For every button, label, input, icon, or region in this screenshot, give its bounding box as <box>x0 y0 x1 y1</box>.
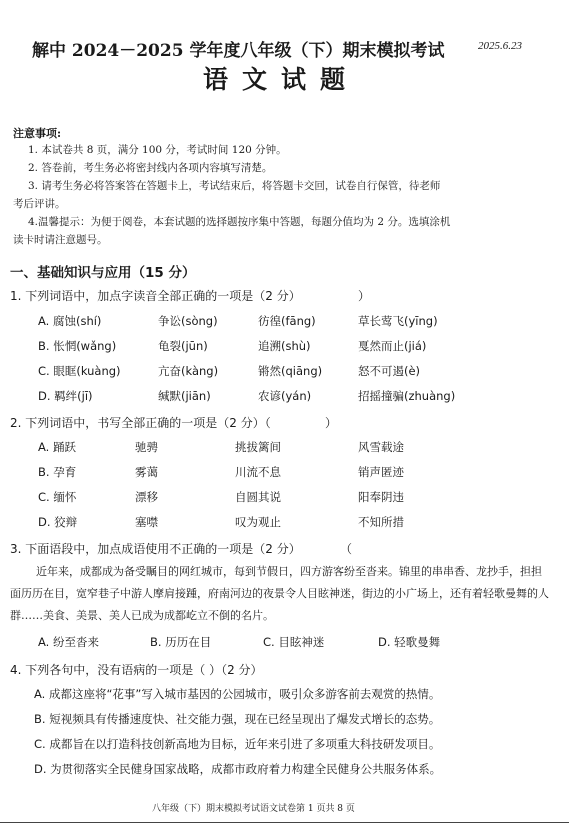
notice-item: 考后评讲。 <box>13 198 66 210</box>
q1-option-b-word2: 龟裂(jūn) <box>158 339 208 353</box>
q2-option-b-label: B. 孕育 <box>38 465 77 479</box>
q1-option-c-word4: 怒不可遏(è) <box>358 364 421 378</box>
q1-option-a-word2: 争讼(sòng) <box>158 314 218 328</box>
q3-option-a: A. 纷至沓来 <box>38 635 99 649</box>
q2-option-c-word3: 自圆其说 <box>235 490 281 504</box>
notice-item: 3. 请考生务必将答案答在答题卡上，考试结束后，将答题卡交回，试卷自行保管，待老师 <box>28 180 441 192</box>
question-3-passage: 近年来，成都成为备受瞩目的网红城市，每到节假日，四方游客纷至沓来。锦里的串串香、龙抄手，担担面历历在目，宽窄巷子中游人摩肩接踵，府南河边的夜景令人目眩神迷，街边的小广场上，还有着轻歌曼舞的人群……美食、美景、美人已成为成都屹立不倒的名片。 <box>10 565 549 622</box>
question-2-answer-paren: ） <box>325 416 338 430</box>
q2-option-c-label: C. 缅怀 <box>38 490 77 504</box>
q2-option-d-word2: 塞噤 <box>135 515 158 529</box>
q2-option-c-word2: 漂移 <box>135 490 158 504</box>
q2-option-b-word4: 销声匿迹 <box>358 465 404 479</box>
q3-option-b: B. 历历在目 <box>150 635 212 649</box>
q4-option-c: C. 成都旨在以打造科技创新高地为目标，近年来引进了多项重大科技研发项目。 <box>34 737 441 751</box>
notice-item: 1. 本试卷共 8 页，满分 100 分，考试时间 120 分钟。 <box>28 144 287 156</box>
q2-option-a-label: A. 踊跃 <box>38 440 76 454</box>
q1-option-a-word4: 草长莺飞(yīng) <box>358 314 438 328</box>
q1-option-c-word2: 亢奋(kàng) <box>158 364 219 378</box>
q2-option-b-word3: 川流不息 <box>235 465 281 479</box>
q2-option-a-word2: 驰骋 <box>135 440 158 454</box>
q1-option-d-word3: 农谚(yán) <box>258 389 312 403</box>
subject-title: 语文试题 <box>203 65 360 94</box>
notice-item: 读卡时请注意题号。 <box>13 234 108 246</box>
notice-item: 2. 答卷前，考生务必将密封线内各项内容填写清楚。 <box>28 162 273 174</box>
q1-option-d-word2: 缄默(jiān) <box>158 389 211 403</box>
q2-option-b-word2: 雾蔼 <box>135 465 158 479</box>
q1-option-a-label: A. 腐蚀(shí) <box>38 314 102 328</box>
q3-option-c: C. 目眩神迷 <box>263 635 325 649</box>
q2-option-d-word4: 不知所措 <box>358 515 404 529</box>
question-3-answer-paren: （ <box>340 542 353 556</box>
q2-option-a-word3: 挑拔篱间 <box>235 440 281 454</box>
footer-rule <box>0 822 569 823</box>
question-1-stem: 1. 下列词语中，加点字读音全部正确的一项是（2 分） <box>10 289 301 303</box>
q4-option-a: A. 成都这座将“花事”写入城市基因的公园城市，吸引众多游客前去观赏的热情。 <box>34 687 441 701</box>
q1-option-a-word3: 彷徨(fāng) <box>258 314 316 328</box>
q2-option-d-label: D. 狡辩 <box>38 515 78 529</box>
q1-option-d-label: D. 羁绊(jī) <box>38 389 93 403</box>
notice-item: 4.温馨提示：为便于阅卷，本套试题的选择题按序集中答题，每题分值均为 2 分。选填涂机 <box>28 216 451 228</box>
q1-option-b-word4: 戛然而止(jiá) <box>358 339 427 353</box>
q3-option-d: D. 轻歌曼舞 <box>378 635 441 649</box>
notice-title: 注意事项: <box>13 127 62 140</box>
q1-option-d-word4: 招摇撞骗(zhuàng) <box>358 389 456 403</box>
q2-option-d-word3: 叹为观止 <box>235 515 281 529</box>
q4-option-b: B. 短视频具有传播速度快、社交能力强，现在已经呈现出了爆发式增长的态势。 <box>34 712 441 726</box>
q1-option-b-word3: 追溯(shù) <box>258 339 311 353</box>
q1-option-b-label: B. 怅惘(wǎng) <box>38 339 117 353</box>
page-footer: 八年级（下）期末模拟考试语文试卷第 1 页共 8 页 <box>152 804 355 814</box>
question-4-stem: 4. 下列各句中，没有语病的一项是（ ）（2 分） <box>10 663 263 677</box>
question-2-stem: 2. 下列词语中，书写全部正确的一项是（2 分）（ <box>10 416 271 430</box>
q2-option-c-word4: 阳奉阴违 <box>358 490 404 504</box>
section-title: 一、基础知识与应用（15 分） <box>10 265 196 281</box>
exam-header-title: 解中 2024－2025 学年度八年级（下）期末模拟考试 <box>32 41 445 61</box>
question-3-stem: 3. 下面语段中，加点成语使用不正确的一项是（2 分） <box>10 542 301 556</box>
q2-option-a-word4: 风雪载途 <box>358 440 404 454</box>
exam-date: 2025.6.23 <box>478 40 522 52</box>
q4-option-d: D. 为贯彻落实全民健身国家战略，成都市政府着力构建全民健身公共服务体系。 <box>34 762 442 776</box>
q1-option-c-word3: 锵然(qiāng) <box>258 364 323 378</box>
q1-option-c-label: C. 眼眶(kuàng) <box>38 364 121 378</box>
question-1-answer-paren: ） <box>358 289 371 303</box>
